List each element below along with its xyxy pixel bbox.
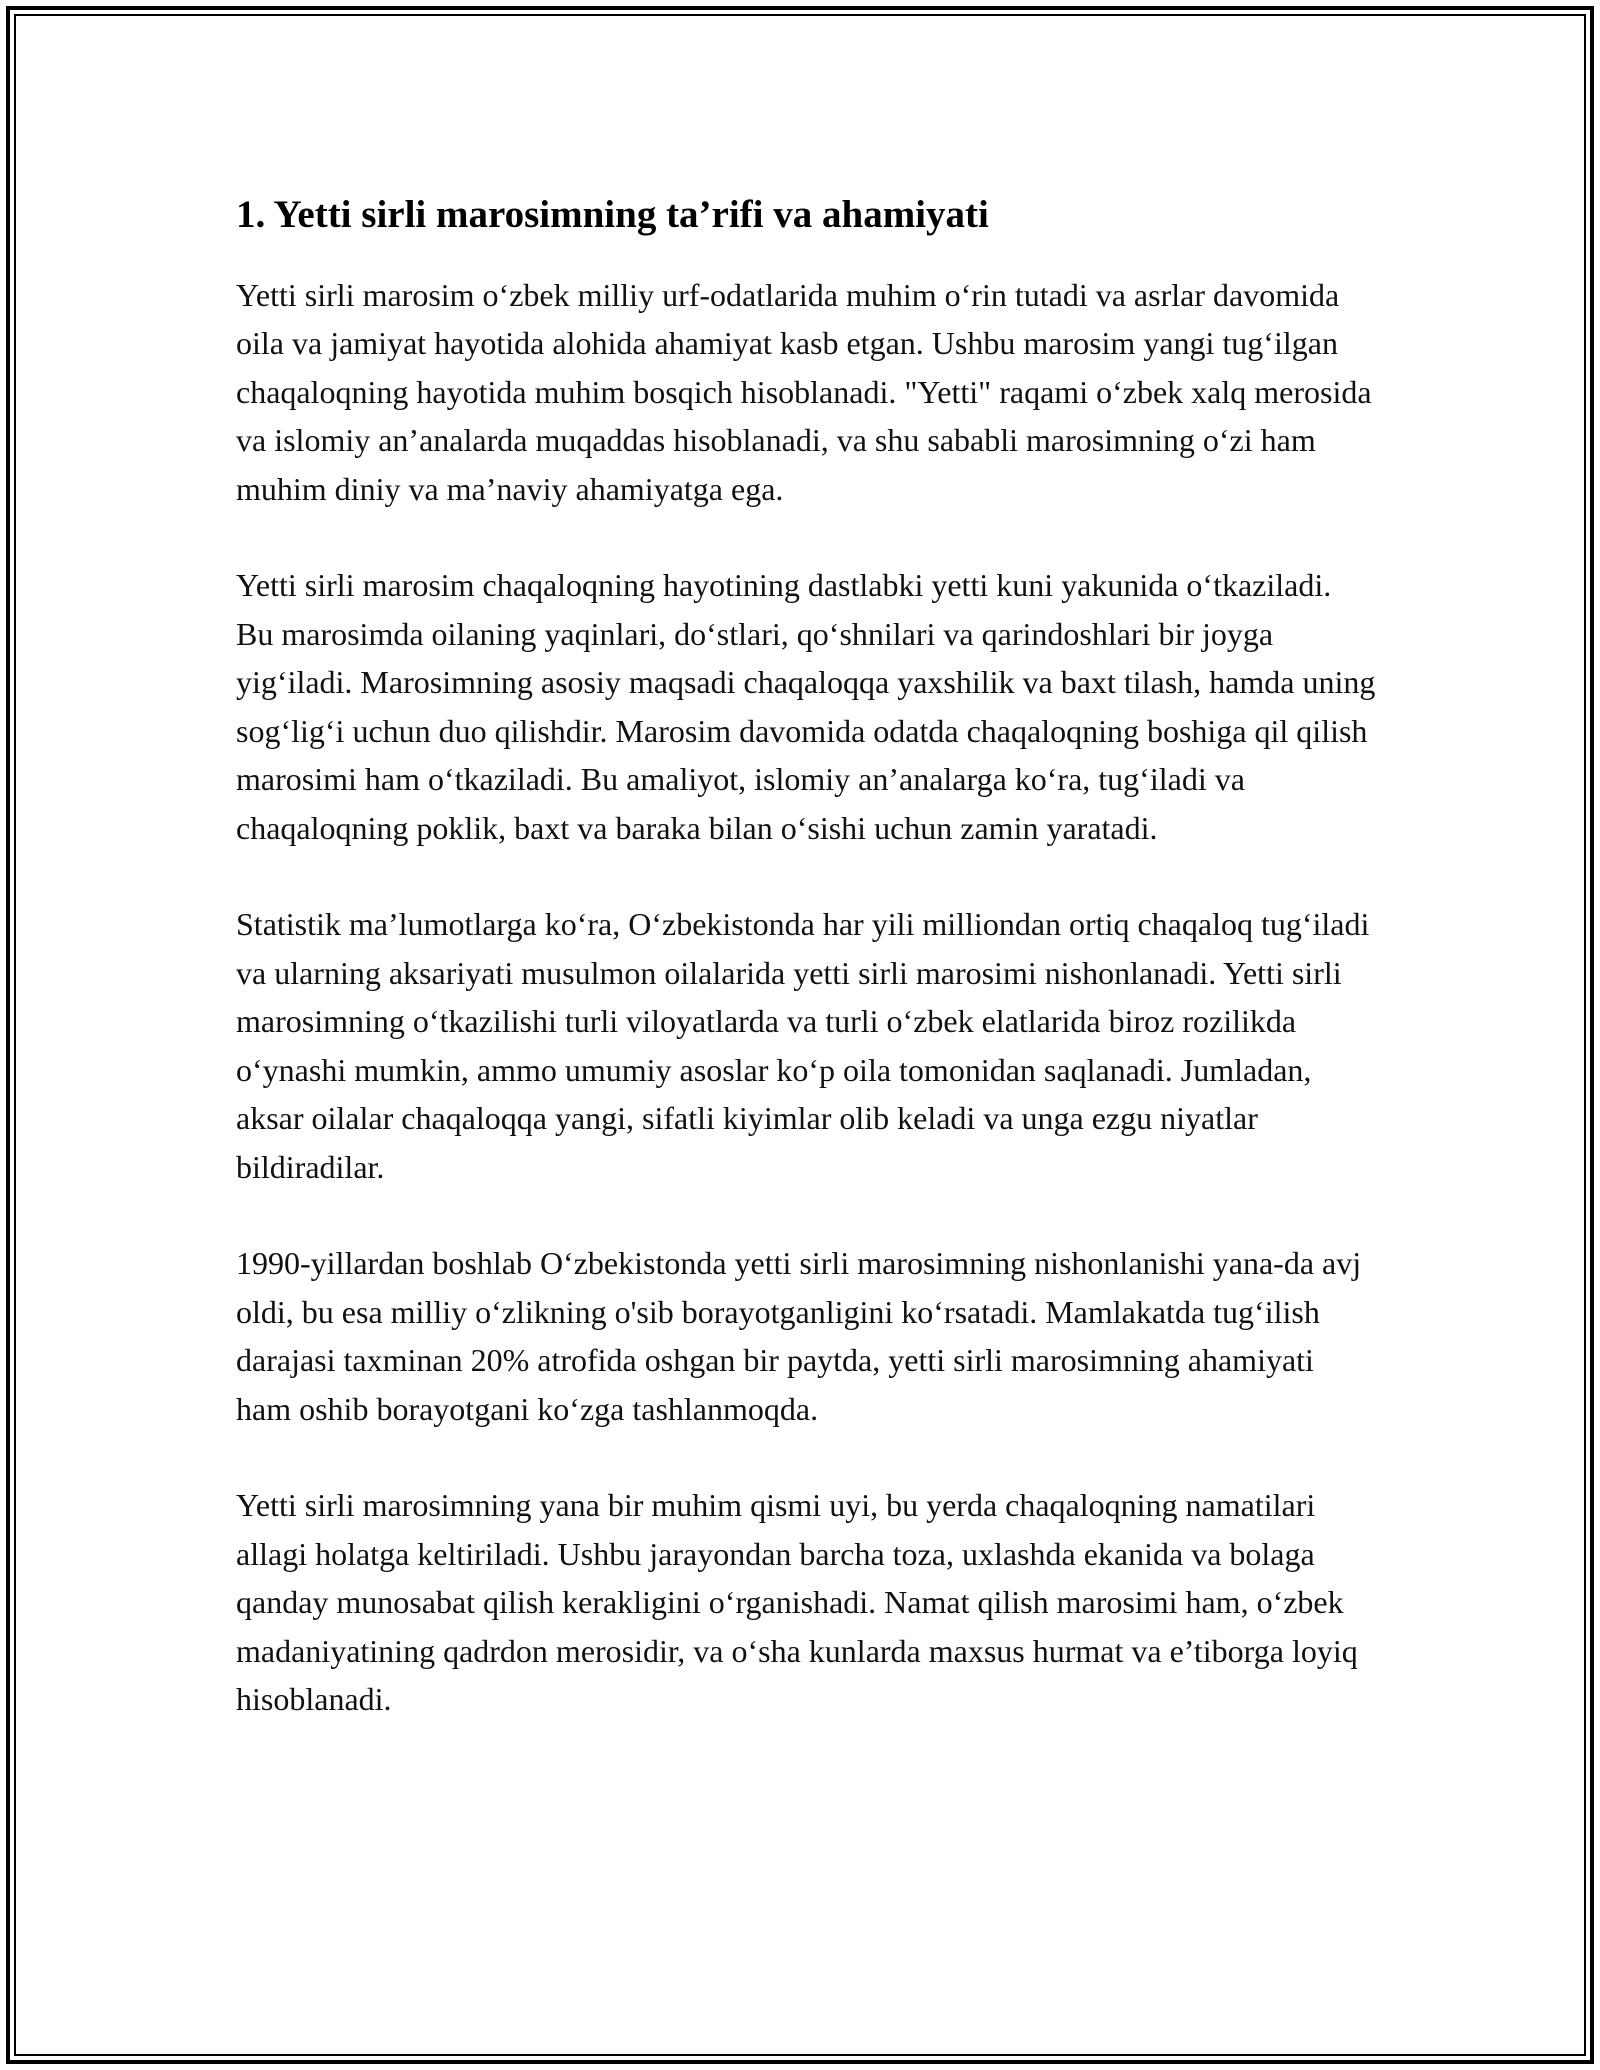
paragraph-2: Yetti sirli marosim chaqaloqning hayotining dastlabki yetti kuni yakunida o‘tkaziladi. Bu marosimda oilaning yaqinlari, do‘stlari, qo‘shnilari va qarindoshlari bir joyga yig‘iladi. Marosimning asosiy maqsadi chaqaloqqa yaxshilik va baxt tilash, hamda uning sog‘lig‘i uchun duo qilishdir. Marosim davomida odatda chaqaloqning boshiga qil qilish marosimi ham o‘tkaziladi. Bu amaliyot, islomiy an’analarga ko‘ra, tug‘iladi va chaqaloqning poklik, baxt va baraka bilan o‘sishi uchun zamin yaratadi. (236, 567, 1376, 846)
document-body (236, 180, 1376, 1772)
paragraph-5: Yetti sirli marosimning yana bir muhim qismi uyi, bu yerda chaqaloqning namatilari allagi holatga keltiriladi. Ushbu jarayondan barcha toza, uxlashda ekanida va bolaga qanday munosabat qilish kerakligini o‘rganishadi. Namat qilish marosimi ham, o‘zbek madaniyatining qadrdon merosidir, va o‘sha kunlarda maxsus hurmat va e’tiborga loyiq hisoblanadi. (236, 1487, 1358, 1718)
paragraph-4: 1990-yillardan boshlab O‘zbekistonda yetti sirli marosimning nishonlanishi yana-da avj oldi, bu esa milliy o‘zlikning o'sib borayotganligini ko‘rsatadi. Mamlakatda tug‘ilish darajasi taxminan 20% atrofida oshgan bir paytda, yetti sirli marosimning ahamiyati ham oshib borayotgani ko‘zga tashlanmoqda. (236, 1245, 1362, 1427)
section-heading: 1. Yetti sirli marosimning ta’rifi va ahamiyati (236, 193, 989, 236)
paragraph-3: Statistik ma’lumotlarga ko‘ra, O‘zbekistonda har yili milliondan ortiq chaqaloq tug‘iladi va ularning aksariyati musulmon oilalarida yetti sirli marosimi nishonlanadi. Yetti sirli marosimning o‘tkazilishi turli viloyatlarda va turli o‘zbek elatlarida biroz rozilikda o‘ynashi mumkin, ammo umumiy asoslar ko‘p oila tomonidan saqlanadi. Jumladan, aksar oilalar chaqaloqqa yangi, sifatli kiyimlar olib keladi va unga ezgu niyatlar bildiradilar. (236, 906, 1370, 1185)
paragraph-1: Yetti sirli marosim o‘zbek milliy urf-odatlarida muhim o‘rin tutadi va asrlar davomida oila va jamiyat hayotida alohida ahamiyat kasb etgan. Ushbu marosim yangi tug‘ilgan chaqaloqning hayotida muhim bosqich hisoblanadi. "Yetti" raqami o‘zbek xalq merosida va islomiy an’analarda muqaddas hisoblanadi, va shu sababli marosimning o‘zi ham muhim diniy va ma’naviy ahamiyatga ega. (236, 276, 1372, 507)
